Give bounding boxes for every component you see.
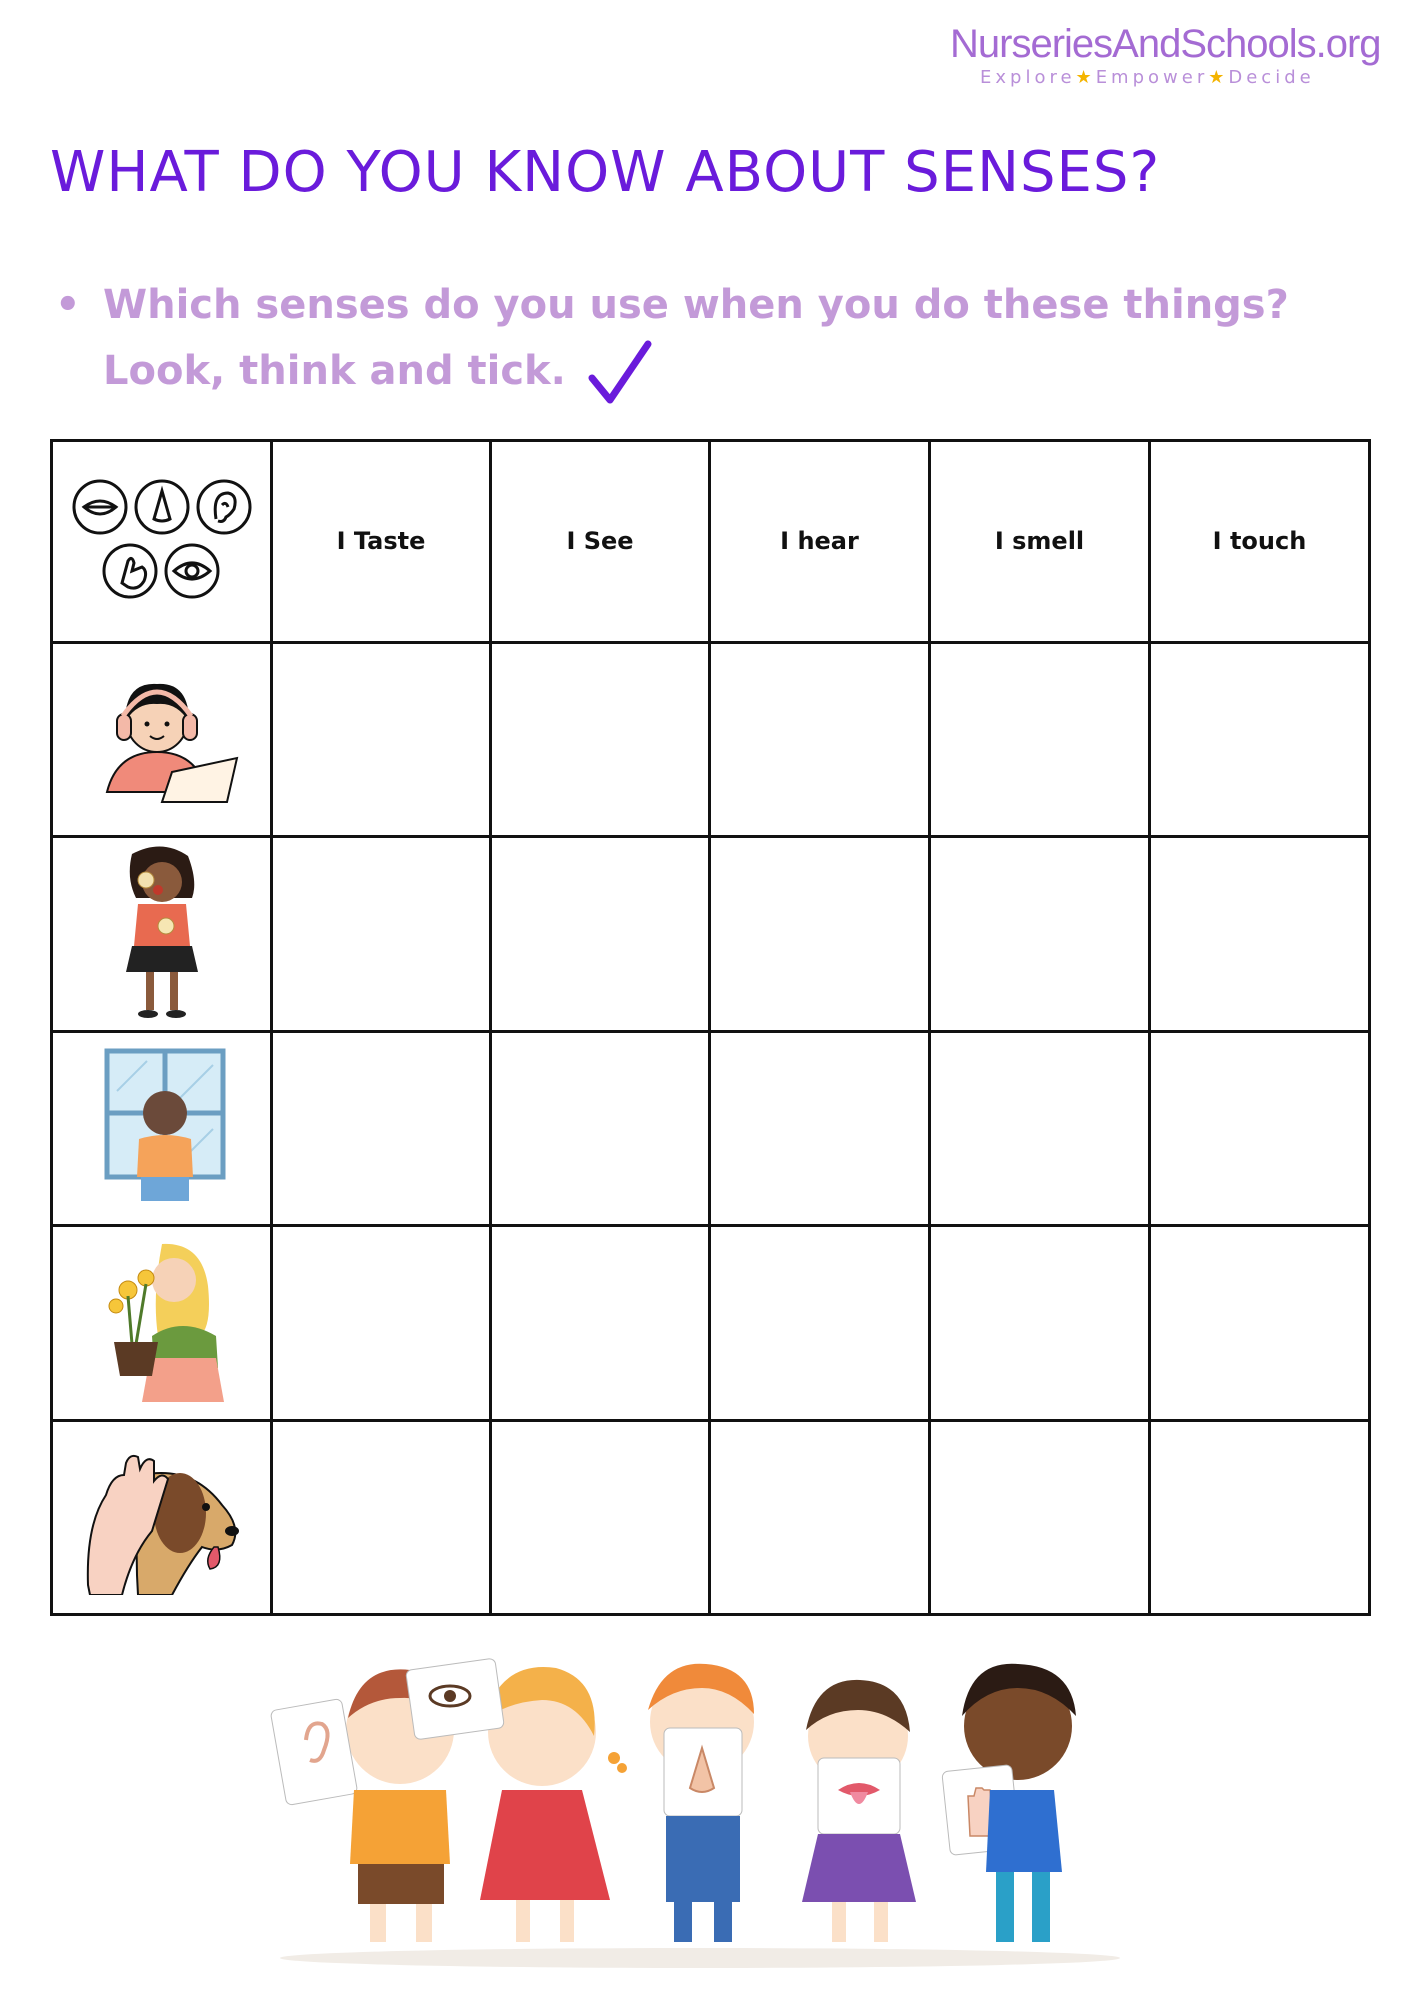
tick-cell[interactable]: [930, 837, 1150, 1031]
tick-cell[interactable]: [710, 837, 930, 1031]
tick-cell[interactable]: [491, 837, 710, 1031]
tick-cell[interactable]: [710, 1420, 930, 1615]
star-icon: ★: [1208, 67, 1229, 88]
table-row: [52, 1420, 1370, 1615]
tick-cell[interactable]: [491, 1031, 710, 1225]
instruction: [55, 272, 1355, 406]
column-header: I Taste: [272, 441, 491, 643]
column-header: I touch: [1150, 441, 1370, 643]
tick-cell[interactable]: [272, 1226, 491, 1420]
bullet-icon: •: [55, 282, 81, 328]
girl-smelling-flowers-icon: [92, 1236, 232, 1406]
logo-name: NurseriesAndSchools.org: [950, 22, 1381, 66]
column-header: I hear: [710, 441, 930, 643]
tick-cell[interactable]: [930, 1420, 1150, 1615]
five-senses-icon: [62, 463, 262, 613]
tick-icon: [588, 340, 652, 406]
tick-cell[interactable]: [272, 642, 491, 836]
tick-cell[interactable]: [272, 1420, 491, 1615]
column-header: I smell: [930, 441, 1150, 643]
kid-hand-card: [942, 1664, 1076, 1942]
hand-petting-dog-icon: [82, 1435, 242, 1595]
table-row: [52, 837, 1370, 1031]
activity-cell: [52, 1226, 272, 1420]
tick-cell[interactable]: [1150, 837, 1370, 1031]
tick-cell[interactable]: [710, 1031, 930, 1225]
tick-cell[interactable]: [1150, 642, 1370, 836]
tick-cell[interactable]: [491, 1226, 710, 1420]
star-icon: ★: [1075, 67, 1096, 88]
tick-cell[interactable]: [1150, 1226, 1370, 1420]
logo-tagline: [980, 67, 1350, 88]
girl-eating-ice-cream-icon: [102, 842, 222, 1022]
tagline-decide: Decide: [1228, 67, 1315, 88]
tagline-explore: Explore: [980, 67, 1076, 88]
table-row: [52, 642, 1370, 836]
tick-cell[interactable]: [1150, 1420, 1370, 1615]
tick-cell[interactable]: [930, 642, 1150, 836]
tick-cell[interactable]: [930, 1226, 1150, 1420]
kid-nose-card: [648, 1664, 754, 1942]
girl-listening-headphones-icon: [77, 662, 247, 812]
instruction-text: Which senses do you use when you do these things? Look, think and tick.: [103, 282, 1289, 394]
column-header: I See: [491, 441, 710, 643]
tick-cell[interactable]: [1150, 1031, 1370, 1225]
site-logo[interactable]: [950, 22, 1381, 88]
tagline-empower: Empower: [1095, 67, 1209, 88]
tick-cell[interactable]: [491, 642, 710, 836]
activity-cell: [52, 1420, 272, 1615]
page-title: WHAT DO YOU KNOW ABOUT SENSES?: [50, 140, 1161, 205]
senses-header-cell: [52, 441, 272, 643]
children-with-sense-cards-illustration: [270, 1640, 1130, 1970]
tick-cell[interactable]: [491, 1420, 710, 1615]
activity-cell: [52, 1031, 272, 1225]
senses-table: [50, 439, 1371, 1616]
table-row: [52, 1226, 1370, 1420]
tick-cell[interactable]: [710, 642, 930, 836]
tick-cell[interactable]: [710, 1226, 930, 1420]
kid-tongue-card: [802, 1680, 916, 1942]
tick-cell[interactable]: [272, 1031, 491, 1225]
table-row: [52, 1031, 1370, 1225]
tick-cell[interactable]: [272, 837, 491, 1031]
boy-looking-out-window-icon: [97, 1041, 227, 1211]
activity-cell: [52, 642, 272, 836]
tick-cell[interactable]: [930, 1031, 1150, 1225]
activity-cell: [52, 837, 272, 1031]
